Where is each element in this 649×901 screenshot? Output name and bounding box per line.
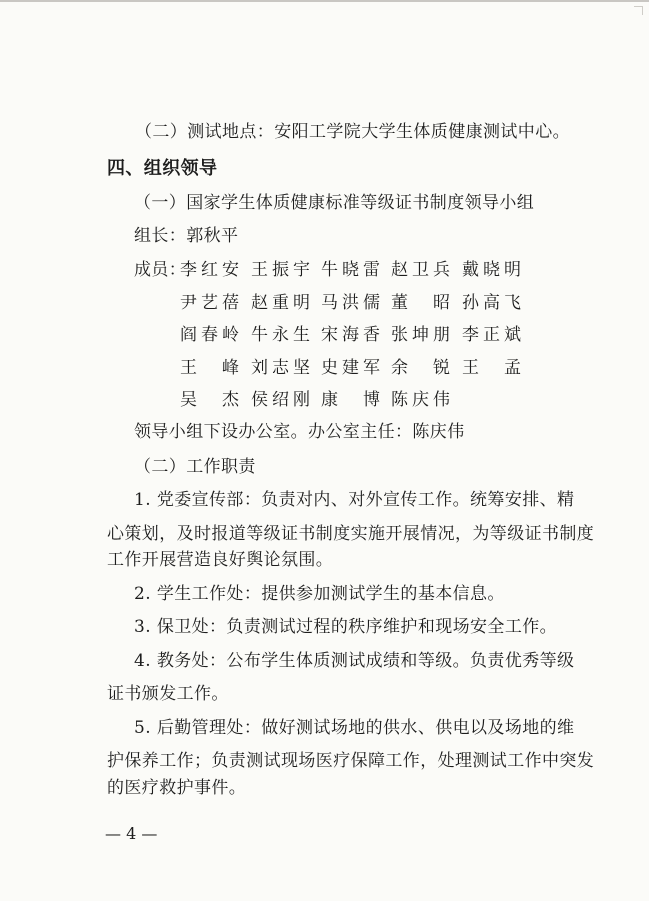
member-name: 阎春岭 xyxy=(180,325,243,345)
member-name: 康 博 xyxy=(321,390,384,410)
subsection-2-heading: （二）工作职责 xyxy=(134,457,256,477)
members-label: 成员： xyxy=(134,260,187,280)
office-line: 领导小组下设办公室。办公室主任：陈庆伟 xyxy=(134,422,465,442)
member-name: 赵卫兵 xyxy=(391,260,454,280)
member-name: 董 昭 xyxy=(391,293,454,313)
member-name: 史建军 xyxy=(321,358,384,378)
member-name: 宋海香 xyxy=(321,325,384,345)
group-leader-line: 组长：郭秋平 xyxy=(134,226,239,246)
duty-5-line-2: 护保养工作；负责测试现场医疗保障工作，处理测试工作中突发 xyxy=(107,751,595,771)
member-name: 李红安 xyxy=(180,260,243,280)
member-name: 吴 杰 xyxy=(180,390,243,410)
member-name: 戴晓明 xyxy=(462,260,525,280)
member-name: 牛永生 xyxy=(251,325,314,345)
duty-4-line-1: 4. 教务处：公布学生体质测试成绩和等级。负责优秀等级 xyxy=(134,651,575,671)
duty-3-line-1: 3. 保卫处：负责测试过程的秩序维护和现场安全工作。 xyxy=(134,617,558,637)
page-corner-mark xyxy=(634,6,643,15)
duty-2-line-1: 2. 学生工作处：提供参加测试学生的基本信息。 xyxy=(134,584,505,604)
member-name: 尹艺蓓 xyxy=(180,293,243,313)
page-number: — 4 — xyxy=(105,824,158,843)
duty-1-line-3: 工作开展营造良好舆论氛围。 xyxy=(107,550,334,570)
member-name: 牛晓雷 xyxy=(321,260,384,280)
member-name: 赵重明 xyxy=(251,293,314,313)
section-4-heading: 四、组织领导 xyxy=(107,158,218,179)
duty-1-line-1: 1. 党委宣传部：负责对内、对外宣传工作。统筹安排、精 xyxy=(134,490,575,510)
duty-5-line-3: 的医疗救护事件。 xyxy=(107,778,247,798)
member-name: 孙高飞 xyxy=(462,293,525,313)
member-name: 侯绍刚 xyxy=(251,390,314,410)
duty-5-line-1: 5. 后勤管理处：做好测试场地的供水、供电以及场地的维 xyxy=(134,718,575,738)
member-name: 王振宇 xyxy=(251,260,314,280)
test-location-line: （二）测试地点：安阳工学院大学生体质健康测试中心。 xyxy=(135,122,570,142)
member-name: 张坤朋 xyxy=(391,325,454,345)
member-name: 马洪儒 xyxy=(321,293,384,313)
member-name: 余 锐 xyxy=(391,358,454,378)
duty-4-line-2: 证书颁发工作。 xyxy=(107,684,229,704)
member-name: 王 孟 xyxy=(462,358,525,378)
duty-1-line-2: 心策划，及时报道等级证书制度实施开展情况，为等级证书制度 xyxy=(107,524,595,544)
member-name: 陈庆伟 xyxy=(391,390,454,410)
member-name: 李正斌 xyxy=(462,325,525,345)
member-name: 刘志坚 xyxy=(251,358,314,378)
member-name: 王 峰 xyxy=(180,358,243,378)
subsection-1-heading: （一）国家学生体质健康标准等级证书制度领导小组 xyxy=(134,193,535,213)
